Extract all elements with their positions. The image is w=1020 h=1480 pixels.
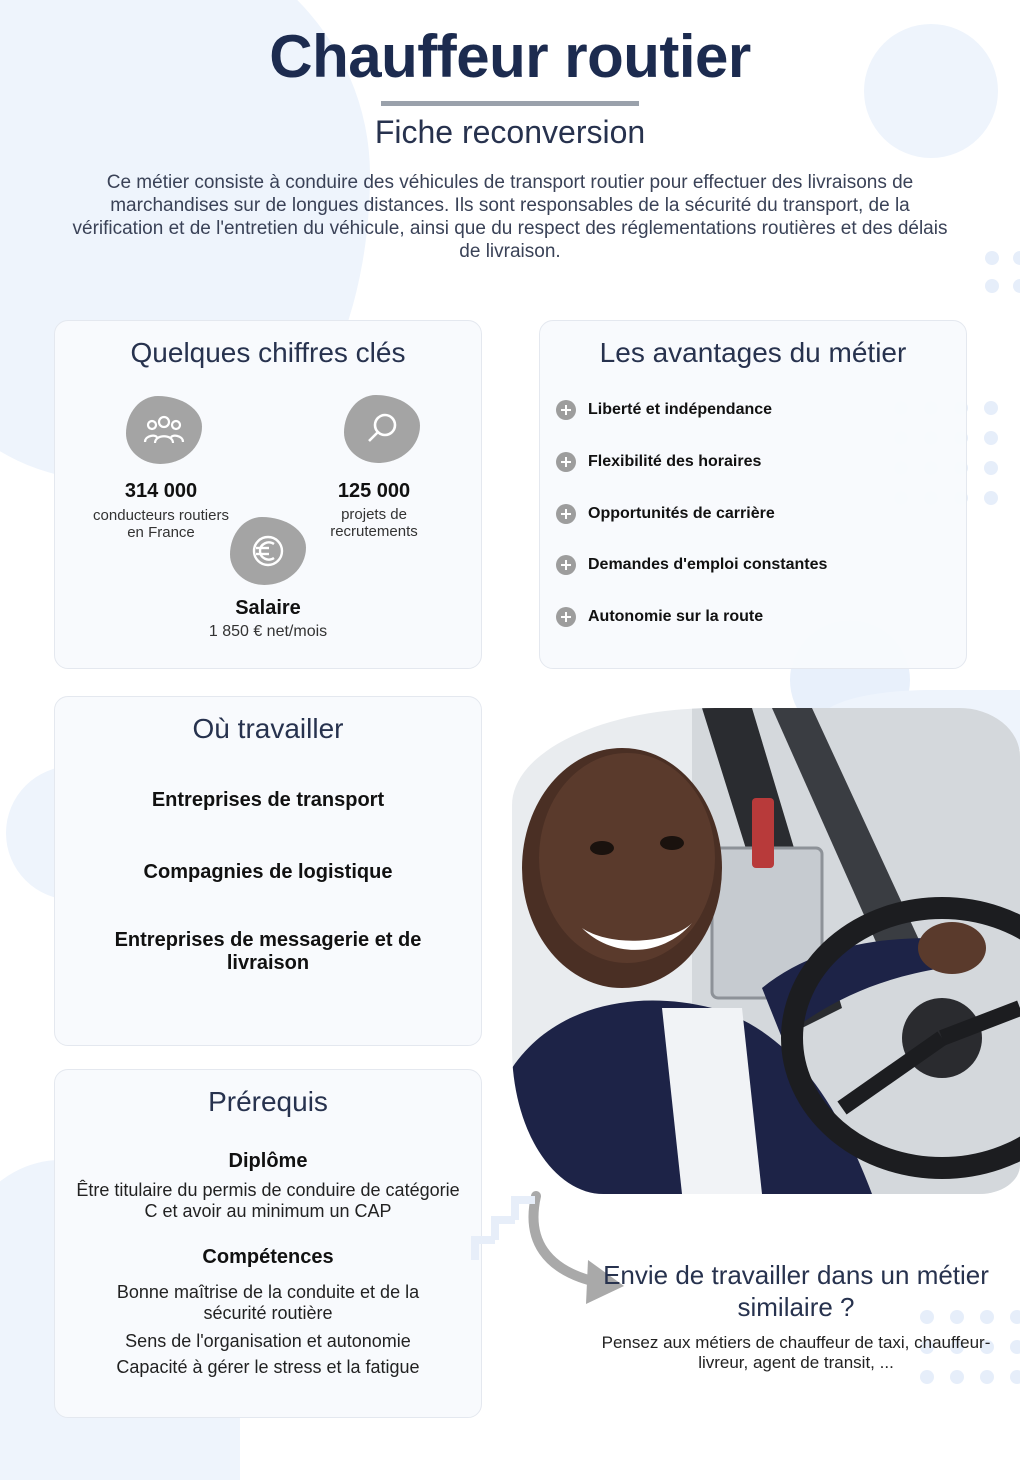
drivers-count: 314 000 bbox=[124, 480, 198, 502]
drivers-label-line1: conducteurs routiers bbox=[93, 507, 229, 524]
salary-value: 1 850 € net/mois bbox=[208, 623, 328, 640]
advantage-label: Autonomie sur la route bbox=[588, 608, 764, 625]
drivers-label-line2: en France bbox=[127, 524, 195, 541]
page-title: Chauffeur routier bbox=[269, 23, 751, 90]
intro-paragraph: Ce métier consiste à conduire des véhicules de transport routier pour effectuer des livraisons de marchandises sur de longues distances. Ils sont responsables de la sécurité du transport, de la vérification et de l'entretien du véhicule, ainsi que du respect des réglementations routières et des délais de livraison. bbox=[72, 172, 948, 262]
driver-photo bbox=[512, 708, 1020, 1194]
dot-pattern-top-right bbox=[985, 251, 1020, 293]
advantage-item bbox=[556, 398, 772, 422]
plus-circle-icon bbox=[556, 555, 576, 575]
skill-item: Capacité à gérer le stress et la fatigue bbox=[116, 1357, 420, 1377]
euro-icon bbox=[230, 517, 306, 585]
advantage-label: Flexibilité des horaires bbox=[588, 453, 762, 470]
recruitment-count: 125 000 bbox=[337, 480, 411, 502]
plus-circle-icon bbox=[556, 452, 576, 472]
advantage-item bbox=[556, 605, 763, 629]
prerequisites-card bbox=[54, 1069, 482, 1418]
skill-item: Bonne maîtrise de la conduite et de la sécurité routière bbox=[116, 1282, 420, 1323]
plus-circle-icon bbox=[556, 400, 576, 420]
similar-jobs-text: Pensez aux métiers de chauffeur de taxi, chauffeur-livreur, agent de transit, ... bbox=[601, 1333, 991, 1372]
diploma-heading: Diplôme bbox=[228, 1150, 308, 1172]
skill-item: Sens de l'organisation et autonomie bbox=[125, 1331, 411, 1351]
advantages-card bbox=[539, 320, 967, 669]
salary-heading: Salaire bbox=[235, 597, 301, 619]
plus-circle-icon bbox=[556, 504, 576, 524]
workplaces-card bbox=[54, 696, 482, 1046]
advantage-item bbox=[556, 553, 827, 577]
magnifier-icon bbox=[344, 395, 420, 463]
diploma-text: Être titulaire du permis de conduire de catégorie C et avoir au minimum un CAP bbox=[76, 1180, 460, 1221]
recruitment-label bbox=[280, 506, 468, 540]
plus-circle-icon bbox=[556, 607, 576, 627]
skills-heading: Compétences bbox=[202, 1246, 334, 1268]
people-icon bbox=[126, 396, 202, 464]
prerequisites-title: Prérequis bbox=[208, 1086, 328, 1117]
advantage-item bbox=[556, 502, 775, 526]
recruitment-label-line1: projets de bbox=[341, 506, 407, 523]
key-figures-title: Quelques chiffres clés bbox=[130, 337, 406, 368]
advantage-label: Opportunités de carrière bbox=[588, 505, 775, 522]
decorative-chevrons-icon bbox=[455, 1190, 545, 1280]
title-underline bbox=[381, 101, 639, 106]
workplace-item: Entreprises de messagerie et de livraison bbox=[114, 929, 422, 974]
page-subtitle: Fiche reconversion bbox=[374, 114, 646, 150]
recruitment-label-line2: recrutements bbox=[330, 523, 418, 540]
drivers-label bbox=[65, 507, 257, 541]
similar-jobs-title: Envie de travailler dans un métier similaire ? bbox=[603, 1260, 989, 1322]
advantage-item bbox=[556, 450, 761, 474]
advantage-label: Liberté et indépendance bbox=[588, 401, 773, 418]
workplace-item: Compagnies de logistique bbox=[143, 861, 393, 883]
advantages-title: Les avantages du métier bbox=[599, 337, 907, 368]
workplace-item: Entreprises de transport bbox=[151, 789, 385, 811]
advantage-label: Demandes d'emploi constantes bbox=[588, 556, 828, 573]
workplaces-title: Où travailler bbox=[192, 713, 344, 744]
key-figures-card bbox=[54, 320, 482, 669]
